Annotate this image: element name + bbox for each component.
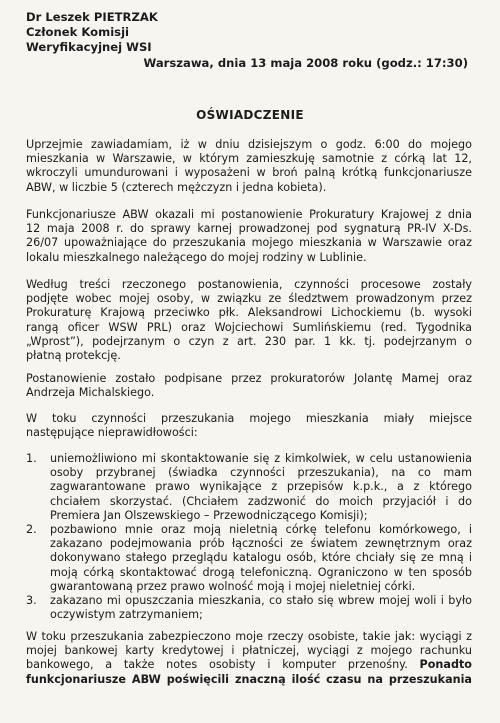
list-item-line: chciałem skorzystać. (Chciałem zadzwonić do moich przyjaciół i do xyxy=(50,494,472,508)
paragraph-line: „Wprost”), podejrzanym o czyn z art. 230 par. 1 kk. tj. podejrzanym o xyxy=(26,334,472,348)
document-title: OŚWIADCZENIE xyxy=(196,108,304,122)
paragraph-line: ABW, w liczbie 5 (czterech mężczyzn i jedna kobieta). xyxy=(26,180,327,194)
paragraph-line: W toku przeszukania zabezpieczono moje rzeczy osobiste, takie jak: wyciągi z xyxy=(26,630,472,643)
paragraph-line: W toku czynności przeszukania mojego mieszkania miały miejsce xyxy=(26,412,472,425)
list-item-line: zagwarantowane prawo wynikające z przepisów k.p.k., a z którego xyxy=(50,480,472,494)
list-item xyxy=(26,594,472,622)
list-item-number: 1. xyxy=(26,452,37,465)
paragraph-2 xyxy=(26,208,472,265)
paragraph-line: 26/07 upoważniające do przeszukania mojego mieszkania w Warszawie oraz xyxy=(26,236,472,250)
list-item-line: zakazano podejmowania prób łączności ze światem zewnętrznym oraz xyxy=(50,537,472,551)
paragraph-line: następujące nieprawidłowości: xyxy=(26,426,198,440)
list-item-line: osoby przybranej (świadka czynności przeszukania), na co mam xyxy=(50,466,472,480)
paragraph-line: Postanowienie zostało podpisane przez prokuratorów Jolantę Mamej oraz xyxy=(26,372,472,385)
list-item-line: dokonywano stałego przeglądu katalogu osób, które chciały się ze mną i xyxy=(50,551,472,565)
paragraph-text: bankowego, a także notes osobisty i komputer przenośny. xyxy=(26,658,420,672)
final-paragraph xyxy=(26,630,472,687)
list-item-line: oczywistym zatrzymaniem; xyxy=(50,608,203,622)
paragraph-line: Uprzejmie zawiadamiam, iż w dniu dzisiejszym o godz. 6:00 do mojego xyxy=(26,138,472,151)
sender-role: Członek Komisji xyxy=(26,25,130,39)
paragraph-bold-text: Ponadto xyxy=(419,658,472,672)
date-line: Warszawa, dnia 13 maja 2008 roku (godz.: 17:30) xyxy=(143,56,468,70)
list-item-line: pozbawiono mnie oraz moją nieletnią córkę telefonu komórkowego, i xyxy=(50,523,472,537)
paragraph-line: Andrzeja Michalskiego. xyxy=(26,386,155,400)
paragraph-5 xyxy=(26,412,472,440)
list-item-line: gwarantowaną przez prawo wolność moją i mojej nieletniej córki. xyxy=(50,579,416,593)
list-item-number: 2. xyxy=(26,523,37,537)
paragraph-line: Prokuraturę Krajową przeciwko płk. Aleksandrowi Lichockiemu (b. wysoki xyxy=(26,306,472,320)
paragraph-3 xyxy=(26,278,472,363)
paragraph-1 xyxy=(26,138,472,195)
paragraph-line: rangą oficer WSW PRL) oraz Wojciechowi Sumlińskiemu (red. Tygodnika xyxy=(26,320,472,334)
paragraph-line: Według treści rzeczonego postanowienia, czynności procesowe zostały xyxy=(26,278,472,291)
paragraph-line: wkroczyli umundurowani i wyposażeni w broń palną krótką funkcjonariusze xyxy=(26,166,472,180)
sender-name: Dr Leszek PIETRZAK xyxy=(26,10,158,24)
paragraph-bold-line: funkcjonariusze ABW poświęcili znaczną ilość czasu na przeszukania xyxy=(26,672,472,686)
paragraph-line: mojej bankowej karty kredytowej i płatniczej, wyciągi z mojego rachunku xyxy=(26,644,472,658)
paragraph-line: płatną protekcję. xyxy=(26,349,121,363)
paragraph-4 xyxy=(26,372,472,400)
list-item-line: moją córką skontaktować drogą telefoniczną. Ograniczono w ten sposób xyxy=(50,565,472,579)
list-item xyxy=(26,523,472,594)
paragraph-line: Funkcjonariusze ABW okazali mi postanowienie Prokuratury Krajowej z dnia xyxy=(26,208,472,221)
sender-role-2: Weryfikacyjnej WSI xyxy=(26,40,152,54)
list-item-line: uniemożliwiono mi skontaktowanie się z kimkolwiek, w celu ustanowienia xyxy=(50,452,472,465)
paragraph-line: podjęte wobec mojej osoby, w związku ze śledztwem prowadzonym przez xyxy=(26,292,472,306)
list-item xyxy=(26,452,472,523)
paragraph-line: 12 maja 2008 r. do sprawy karnej prowadzonej pod sygnaturą PR-IV X-Ds. xyxy=(26,222,472,236)
list-item-line: zakazano mi opuszczania mieszkania, co stało się wbrew mojej woli i było xyxy=(50,594,472,608)
list-item-number: 3. xyxy=(26,594,37,608)
sender-block xyxy=(26,10,158,55)
list-item-line: Premiera Jan Olszewskiego – Przewodniczącego Komisji); xyxy=(50,508,368,522)
irregularities-list xyxy=(26,452,472,622)
paragraph-line: mieszkania w Warszawie, w którym zamieszkuję samotnie z córką lat 12, xyxy=(26,152,472,166)
paragraph-line xyxy=(26,658,472,672)
paragraph-line: lokalu mieszkalnego należącego do mojej rodziny w Lublinie. xyxy=(26,250,367,264)
